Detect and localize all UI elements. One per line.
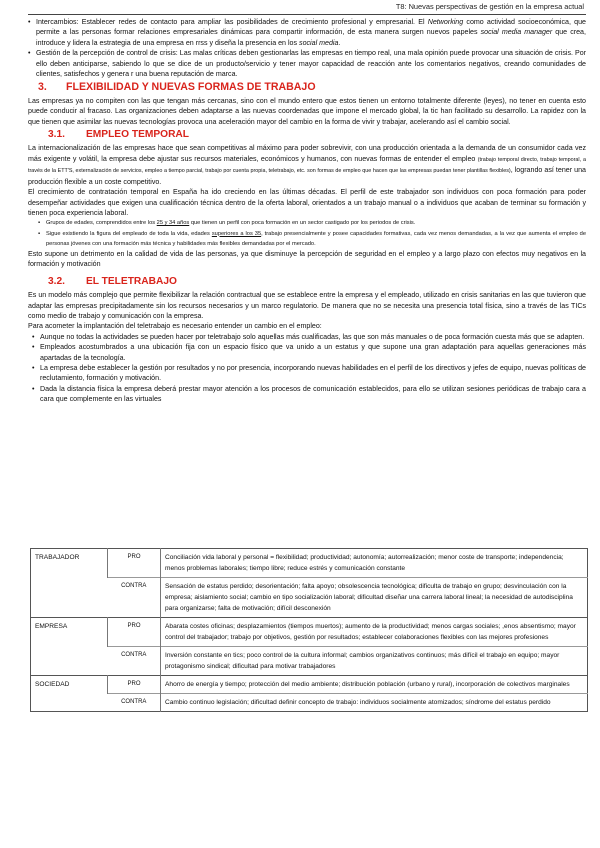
type-cell: CONTRA [121,699,147,705]
teletrabajo-bullet: • Aunque no todas la actividades se pueden hacer por teletrabajo solo aquellas más cualificadas, las que son más manuales o de poca formación cuesta más que se adapten. [32,332,586,342]
section-title: FLEXIBILIDAD Y NUEVAS FORMAS DE TRABAJO [66,81,316,94]
teletrabajo-bullet-list [32,332,586,405]
paragraph-text: La internacionalización de las empresas hace que sean competitivas al máximo para poder sobrevivir, con una producción orientada a la demanda de un consumidor cada vez más exigente y volátil, la empresa debe ajustar sus recursos materiales, económicos y humanos, con nuevas formas de entender el empleo [28,144,586,163]
bullet-text: Establecer redes de contacto para ampliar las posibilidades de crecimiento profesional y empresarial. El [81,18,428,26]
age-group-item [38,229,586,249]
group-cell: TRABAJADOR [35,554,80,561]
teletrabajo-bullet: • La empresa debe establecer la gestión por resultados y no por presencia, incorporando nuevas habilidades en el perfil de los directivos y jefes de equipo, nuevas políticas de reclutamiento, formación y motivación. [32,363,586,384]
bullet-text: que crea, introduce y lidera la estrategia de una empresa en rrss y diseña la presencia en los [36,28,586,47]
running-header: T8: Nuevas perspectivas de gestión en la empresa actual [395,2,584,11]
underlined-text: 25 y 34 años [156,220,190,227]
table-row [31,694,588,712]
section-number: 3.2. [48,275,65,287]
type-cell: PRO [108,676,161,694]
small-aside: (trabajo temporal directo, trabajo temporal, a través de la ETT'S, externalización de servicios, empleo a tiempo parcial, trabajo por cuenta propia, teletrabajo, etc. son formas de empleo que hacen que las empresas puedan tener plantillas flexibles) [28,156,586,175]
list-text: Sigue existiendo la figura del empleado de toda la vida, edades [46,230,212,237]
list-text: Grupos de edades, comprendidos entre los [46,220,157,227]
section-3-2-paragraph-2: Para acometer la implantación del teletrabajo es necesario entender un cambio en el empleo: [28,322,322,331]
teletrabajo-bullet: • Empleados acostumbrados a una ubicación fija con un espacio físico que va unido a un estatus y que supone una gran adaptación para aquellas generaciones más apartadas de la tecnología. [32,342,586,363]
type-cell: CONTRA [121,652,147,658]
section-3-paragraph: Las empresas ya no compiten con las que tengan más cercanas, sino con el mundo entero que estos tienen un entorno totalmente diferente (leyes), no tener en cuenta esto puede conducir al fracaso. Las organizaciones deben adaptarse a las nuevas coordenadas que impone el mercado global, la tic han facilitado su desarrollo. La rapidez con la que tienen que asimilar las nuevas tecnologías provoca una aceleración mayor del cambio en la forma de vivir y trabajar, acelerando así el cambio social. [28,96,586,126]
description-cell: Cambio continuo legislación; dificultad definir concepto de trabajo: individuos socialmente atomizados; síndrome del estatus perdido [161,694,588,712]
bullet-text: . [338,38,341,47]
bullet-label: Intercambios: [36,18,82,26]
paragraph-text: , logrando así tener una producción flexible a un coste competitivo. [28,166,586,186]
table-row [31,676,588,694]
description-cell: Inversión constante en tics; poco control de la cultura informal; cambios organizativos continuos; más difícil el trabajo en equipo; mayor protagonismo sindical; dificultad para motivar trabajadores [161,647,588,676]
italic-term: social media manager [480,28,553,37]
table-row [31,549,588,578]
section-3-1-heading [48,130,586,140]
group-cell: EMPRESA [35,623,68,630]
age-group-item [38,218,586,228]
teletrabajo-bullet: • Dada la distancia física la empresa deberá prestar mayor atención a los procesos de comunicación establecidos, para ello se utilizan sesiones periódicas de trabajo cara a cara que complemente en las virtuales [32,384,586,405]
section-3-1-paragraph-1 [28,143,586,187]
type-cell: CONTRA [121,583,147,589]
section-number: 3. [38,81,47,94]
description-cell: Conciliación vida laboral y personal = flexibilidad; productividad; autonomía; autorrealización; menor coste de transporte; independencia; menos problemas laborales; tiempo libre; reduce estrés y comunicación constante [161,549,588,578]
bullet-intercambios [28,17,586,48]
section-3-1-paragraph-2: El crecimiento de contratación temporal en España ha ido creciendo en las últimas décadas. El perfil de este trabajador son individuos con poca formación para poder desempeñar actividades que exigen una cualificación técnica dentro de la oferta laboral, orientados a un trabajo manual o a individuos que acaban de terminar su formación y tienen poca experiencia laboral. [28,188,586,217]
table-row [31,578,588,618]
italic-term: Networking [427,18,464,26]
age-group-list [38,218,586,249]
intro-bullet-list [28,17,586,79]
group-cell: SOCIEDAD [35,681,70,688]
list-text: , trabajo presencialmente y posee capacidades formativas, cada vez menos demandadas, a la vez que aumenta el empleo de personas jóvenes con una formación más técnica y habilidades más flexibles demandadas por el mercado. [46,230,586,247]
section-3-1-paragraph-3: Esto supone un detrimento en la calidad de vida de las personas, ya que disminuye la percepción de seguridad en el empleo y a largo plazo con efectos muy negativos en la formación y motivación [28,249,586,269]
description-cell: Ahorro de energía y tiempo; protección del medio ambiente; distribución población (urbano y rural), incorporación de colectivos marginales [161,676,588,694]
pros-cons-table [30,548,588,712]
document-body [28,17,586,405]
bullet-text: Las malas críticas deben gestionarlas las empresas en tiempo real, una mala opinión puede provocar una situación de crisis. Por ello deben anticiparse, sabiendo lo que se dice de un producto/servicio y tener mayor capacidad de reacción ante los comentarios negativos, creando comunidades de clientes, satisfechos y genera r una buena reputación de marca. [36,49,587,79]
section-title: EL TELETRABAJO [86,275,177,287]
italic-term: social media [299,38,339,47]
description-cell: Abarata costes oficinas; desplazamientos (tiempos muertos); aumento de la productividad; menos cargas sociales; ,enos absentismo; mayor control del trabajador; trabajo por objetivos, gestión por resultados; establecer colaboraciones flexibles con las mejores profesiones [161,618,588,647]
section-number: 3.1. [48,129,65,141]
section-3-2-heading [48,277,586,287]
type-cell: PRO [108,549,161,578]
table-row [31,618,588,647]
section-3-2-paragraph-1: Es un modelo más complejo que permite flexibilizar la relación contractual que se establece entre la empresa y el empleado, utilizado en crisis sanitarias en las que tuvieron que adaptar las empresas precipitadamente sin los recursos necesarios y un marco regulatorio. De manera que no se necesita una presencia total física, sino a través de las TICs como medio de trabajo y comunicación con la empresa. [28,291,586,320]
section-3-heading [38,82,586,92]
header-rule [28,14,586,15]
section-title: EMPLEO TEMPORAL [86,129,190,141]
bullet-gestion-crisis [28,48,586,79]
description-cell: Sensación de estatus perdido; desorientación; falta apoyo; obsolescencia tecnológica; dificulta de trabajo en grupo; desvinculación con la empresa; aislamiento social; cambio en tipo socialización laboral; dificultad diseñar una carrera laboral lineal; la necesidad de autodisciplina para organizarse; falta de motivación; difícil desconexión [161,578,588,618]
list-text: que tienen un perfil con poca formación en un sector castigado por los periodos de crisis. [189,220,416,227]
table-row [31,647,588,676]
bullet-label: Gestión de la percepción de control de crisis: [36,49,180,58]
bullet-text: como actividad socioeconómica, que permite a las personas formar relaciones empresariales dinámicas para compartir información, de esta manera surgen nuevos papeles [36,18,586,37]
underlined-text: superiores a los 35 [211,230,262,237]
type-cell: PRO [108,618,161,647]
